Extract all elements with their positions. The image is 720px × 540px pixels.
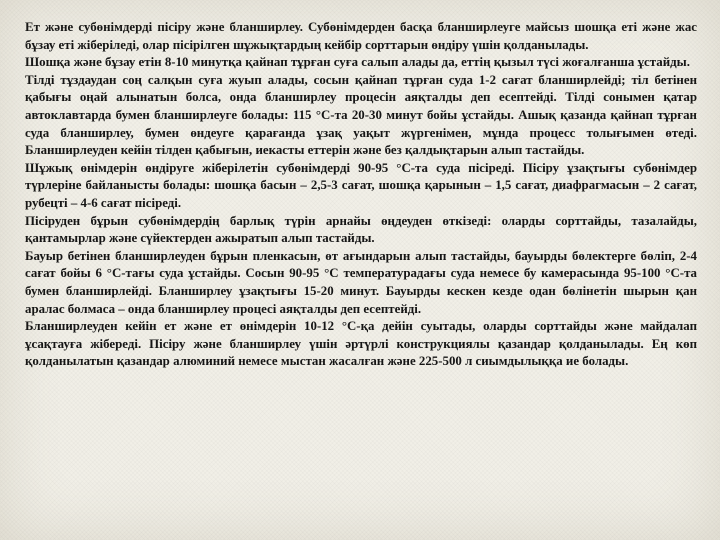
paragraph-preprocessing: Пісіруден бұрын субөнімдердің барлық түрін арнайы өңдеуден өткізеді: оларды сорттайды, тазалайды, қантамырлар және сүйектерден ажыратып алып тастайды. xyxy=(25,213,697,246)
paragraph-liver: Бауыр бетінен бланширлеуден бұрын пленкасын, өт ағындарын алып тастайды, бауырды бөлектерге бөліп, 2-4 сағат бойы 6 °С-тағы суда ұстайды. Сосын 90-95 °С температурадағы суда немесе бу камерасында 95-100 °С-та бумен бланширлейді. Бланширлеу ұзақтығы 15-20 минут. Бауырды кескен кезде одан бөлінетін шырын қан аралас болмаса – онда бланширлеу процесі аяқталды деп есептейді. xyxy=(25,248,697,316)
paragraph-tongue: Тілді тұздаудан соң салқын суға жуып алады, сосын қайнап тұрған суда 1-2 сағат бланширлейді; тіл бетінен қабығы оңай алынатын болса, онда бланширлеу процесін аяқталды деп есептейді. Тілді сонымен қатар автоклавтарда бумен бланширлеуге болады: 115 °С-та 20-30 минут бойы ұстайды. Ашық қазанда қайнап тұрған суда бланширлеу, бумен өндеуге қарағанда ұзақ уақыт жүргенімен, мұнда процесс толығымен өтеді. Бланширлеуден кейін тілден қабығын, иекасты еттерін және без қалдықтарын алып тастайды. xyxy=(25,72,697,158)
document-body xyxy=(25,19,697,371)
paragraph-sausage-offal: Шұжық өнімдерін өндіруге жіберілетін субөнімдерді 90-95 °С-та суда пісіреді. Пісіру ұзақтығы субөнімдер түрлеріне байланысты болады: шошқа басын – 2,5-3 сағат, шошқа қарынын – 1,5 сағат, диафрагмасын – 2 сағат, рубецті – 4-6 сағат пісіреді. xyxy=(25,160,697,210)
paragraph-intro: Ет және субөнімдерді пісіру және бланширлеу. Субөнімдерден басқа бланширлеуге майсыз шошқа еті және жас бұзау еті жіберіледі, олар пісірілген шұжықтардың кейбір сорттарын өндіру үшін қолданылады. xyxy=(25,20,697,52)
paragraph-cooling-equipment: Бланширлеуден кейін ет және ет өнімдерін 10-12 °С-қа дейін суытады, оларды сорттайды және майдалап ұсақтауға жібереді. Пісіру және бланширлеу үшін әртүрлі конструкциялы қазандар қолданылады. Ең көп қолданылатын қазандар алюминий немесе мыстан жасалған және 225-500 л сиымдылыққа ие болады. xyxy=(25,319,697,369)
paragraph-pork-veal: Шошқа және бұзау етін 8-10 минутқа қайнап тұрған суға салып алады да, еттің қызыл түсі жоғалғанша ұстайды. xyxy=(25,55,690,70)
